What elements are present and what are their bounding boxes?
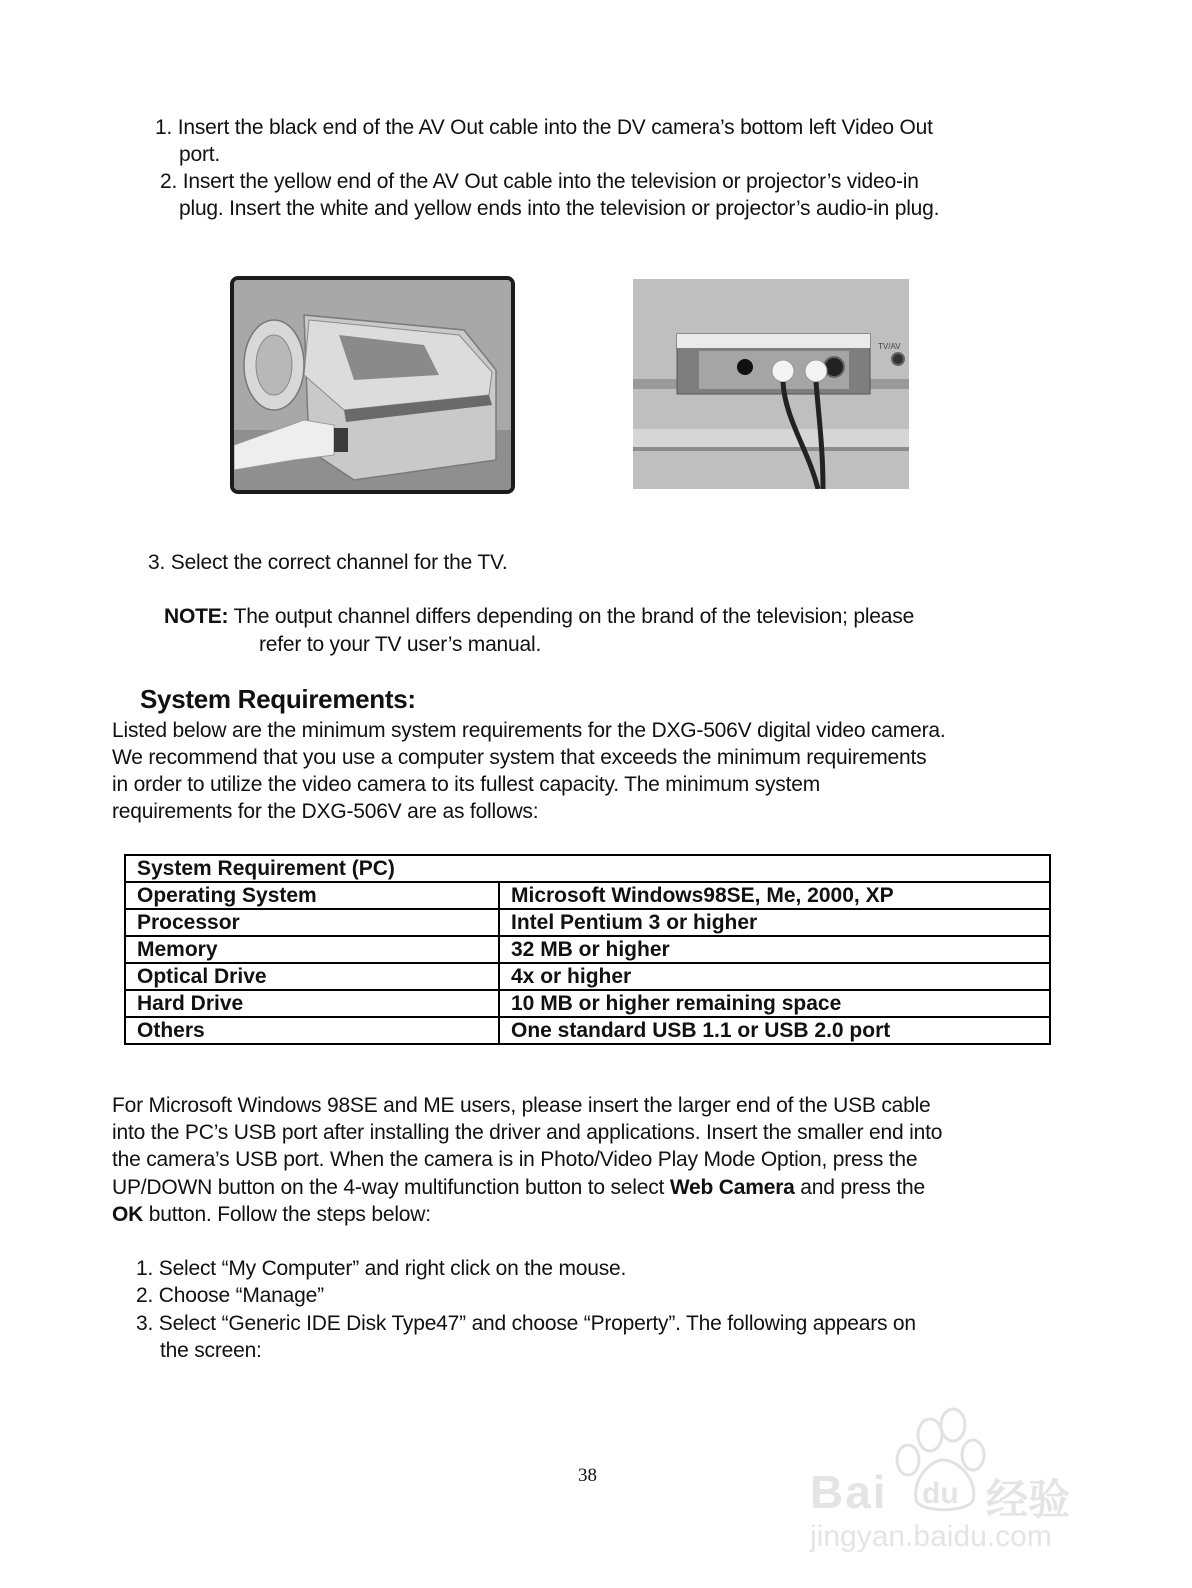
step-text: Insert the yellow end of the AV Out cable into the television or projector’s video-in (182, 170, 919, 193)
av-step-2-cont: plug. Insert the white and yellow ends into the television or projector’s audio-in plug. (179, 197, 940, 220)
step-number: 1. (155, 116, 173, 139)
usb-paragraph-line-5 (112, 1201, 431, 1228)
camera-photo (230, 276, 515, 494)
requirement-label: Others (125, 1017, 499, 1044)
requirement-value: One standard USB 1.1 or USB 2.0 port (499, 1017, 1050, 1044)
page-number: 38 (578, 1465, 597, 1486)
usb-paragraph-line-4 (112, 1174, 925, 1201)
requirement-label: Operating System (125, 882, 499, 909)
step-number: 3. (136, 1312, 154, 1335)
watermark-du: du (922, 1477, 959, 1510)
av-step-2 (160, 168, 919, 195)
usb-paragraph-line-2: into the PC’s USB port after installing the driver and applications. Insert the smaller end into (112, 1121, 943, 1144)
requirement-value: 32 MB or higher (499, 936, 1050, 963)
note (164, 603, 914, 630)
watermark-cn: 经验 (986, 1475, 1071, 1524)
requirement-value: 4x or higher (499, 963, 1050, 990)
requirement-value: Microsoft Windows98SE, Me, 2000, XP (499, 882, 1050, 909)
text: button. Follow the steps below: (143, 1203, 431, 1226)
watermark-brand: Bai (810, 1466, 888, 1518)
step-number: 1. (136, 1257, 154, 1280)
av-step-1-cont: port. (179, 143, 221, 166)
pc-step-2 (136, 1282, 324, 1309)
usb-paragraph-line-1: For Microsoft Windows 98SE and ME users, please insert the larger end of the USB cable (112, 1094, 931, 1117)
text: and press the (794, 1176, 925, 1199)
note-text: The output channel differs depending on the brand of the television; please (233, 605, 915, 628)
table-row (125, 882, 1050, 909)
usb-paragraph-line-3: the camera’s USB port. When the camera is in Photo/Video Play Mode Option, press the (112, 1148, 918, 1171)
ok-term: OK (112, 1203, 144, 1226)
intro-line-1: Listed below are the minimum system requirements for the DXG-506V digital video camera. (112, 719, 946, 742)
requirement-label: Memory (125, 936, 499, 963)
pc-step-3 (136, 1310, 916, 1337)
baidu-watermark (808, 1405, 1108, 1555)
pc-step-1 (136, 1255, 626, 1282)
intro-line-3: in order to utilize the video camera to its fullest capacity. The minimum system (112, 773, 821, 796)
note-cont: refer to your TV user’s manual. (259, 633, 542, 656)
intro-line-4: requirements for the DXG-506V are as follows: (112, 800, 539, 823)
table-row (125, 963, 1050, 990)
table-title: System Requirement (PC) (125, 855, 1050, 882)
section-heading (140, 684, 416, 715)
table-row (125, 990, 1050, 1017)
system-requirements-heading: System Requirements: (140, 684, 416, 714)
av-step-1 (155, 114, 933, 141)
watermark-url: jingyan.baidu.com (810, 1520, 1052, 1553)
requirement-value: Intel Pentium 3 or higher (499, 909, 1050, 936)
step-number: 2. (160, 170, 178, 193)
requirement-label: Processor (125, 909, 499, 936)
step-text: Select “My Computer” and right click on the mouse. (158, 1257, 627, 1280)
step-text: Select the correct channel for the TV. (170, 551, 508, 574)
step-number: 3. (148, 551, 166, 574)
step-text: Choose “Manage” (158, 1284, 324, 1307)
step-text: Select “Generic IDE Disk Type47” and choose “Property”. The following appears on (158, 1312, 916, 1335)
tv-av-input-photo (633, 279, 909, 489)
table-title-row (125, 855, 1050, 882)
tv-panel-label: TV/AV (878, 342, 901, 351)
camera-illustration (234, 280, 511, 490)
requirement-value: 10 MB or higher remaining space (499, 990, 1050, 1017)
requirement-label: Hard Drive (125, 990, 499, 1017)
intro-line-2: We recommend that you use a computer system that exceeds the minimum requirements (112, 746, 927, 769)
pc-step-3-cont: the screen: (160, 1339, 262, 1362)
system-requirements-table (124, 854, 1051, 1045)
note-label: NOTE: (164, 605, 229, 628)
tv-panel-illustration (633, 279, 909, 489)
table-row (125, 1017, 1050, 1044)
table-row (125, 936, 1050, 963)
av-step-3 (148, 549, 508, 576)
text: UP/DOWN button on the 4-way multifunction button to select (112, 1176, 670, 1199)
requirement-label: Optical Drive (125, 963, 499, 990)
step-number: 2. (136, 1284, 154, 1307)
web-camera-term: Web Camera (669, 1176, 795, 1199)
table-row (125, 909, 1050, 936)
step-text: Insert the black end of the AV Out cable into the DV camera’s bottom left Video Out (177, 116, 933, 139)
